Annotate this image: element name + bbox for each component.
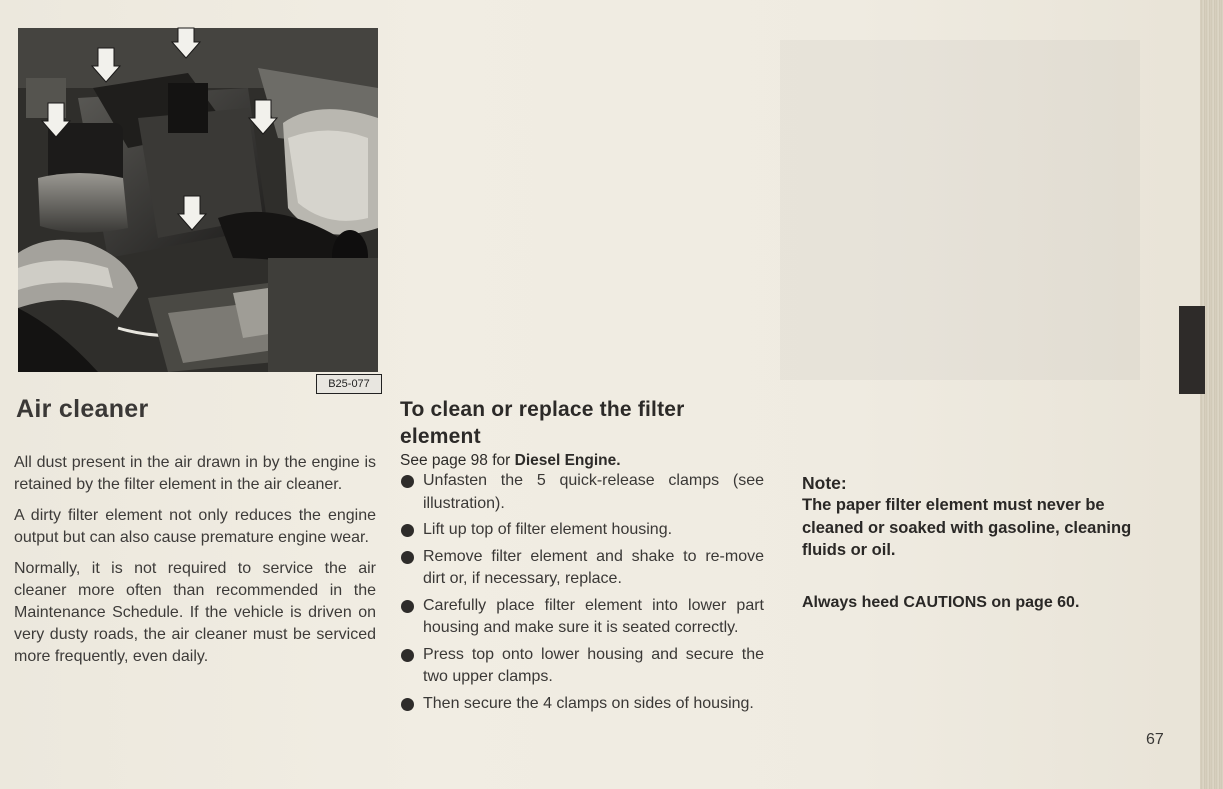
- paragraph-1: All dust present in the air drawn in by the engine is retained by the filter element in the air cleaner.: [14, 454, 376, 493]
- section-thumb-tab: [1179, 306, 1205, 394]
- step-text: Lift up top of filter element housing.: [423, 521, 673, 538]
- list-item: [400, 693, 764, 716]
- list-item: [400, 519, 764, 542]
- bullet-icon: [401, 524, 414, 537]
- bullet-icon: [401, 698, 414, 711]
- section-title-air-cleaner: Air cleaner: [16, 395, 149, 423]
- procedure-steps-list: [400, 470, 764, 719]
- list-item: [400, 546, 764, 591]
- step-text: Carefully place filter element into lower part housing and make sure it is seated correctly.: [423, 596, 764, 636]
- list-item: [400, 644, 764, 689]
- note-text: The paper filter element must never be cleaned or soaked with gasoline, cleaning fluids or oil.: [802, 496, 1132, 559]
- see-page-prefix: See page 98 for: [400, 452, 515, 469]
- step-text: Unfasten the 5 quick-release clamps (see illustration).: [423, 472, 764, 512]
- bullet-icon: [401, 551, 414, 564]
- see-page-diesel: Diesel Engine.: [514, 452, 621, 469]
- section-title-clean-replace: To clean or replace the filter element: [400, 398, 685, 448]
- see-page-reference: [400, 451, 760, 470]
- step-text: Then secure the 4 clamps on sides of housing.: [423, 694, 754, 712]
- page-edge: [1200, 0, 1223, 789]
- figure-label: B25-077: [316, 374, 382, 394]
- page-number: 67: [1146, 731, 1164, 748]
- left-column-text: [14, 452, 376, 677]
- step-text: Remove filter element and shake to re-move dirt or, if necessary, replace.: [423, 547, 764, 587]
- list-item: [400, 595, 764, 640]
- bullet-icon: [401, 475, 414, 488]
- engine-air-cleaner-photo: [18, 28, 378, 390]
- cautions-reference: Always heed CAUTIONS on page 60.: [802, 594, 1080, 611]
- paragraph-2: A dirty filter element not only reduces the engine output but can also cause premature engine wear.: [14, 507, 376, 546]
- step-text: Press top onto lower housing and secure the two upper clamps.: [423, 645, 764, 685]
- note-heading: Note:: [802, 473, 847, 493]
- show-through-shading: [780, 40, 1140, 380]
- bullet-icon: [401, 649, 414, 662]
- paragraph-3: Normally, it is not required to service the air cleaner more often than recommended in the Maintenance Schedule. If the vehicle is driven on very dusty roads, the air cleaner must be serviced more frequently, even daily.: [14, 560, 376, 665]
- list-item: [400, 470, 764, 515]
- engine-photo-drawing: [18, 28, 378, 372]
- bullet-icon: [401, 600, 414, 613]
